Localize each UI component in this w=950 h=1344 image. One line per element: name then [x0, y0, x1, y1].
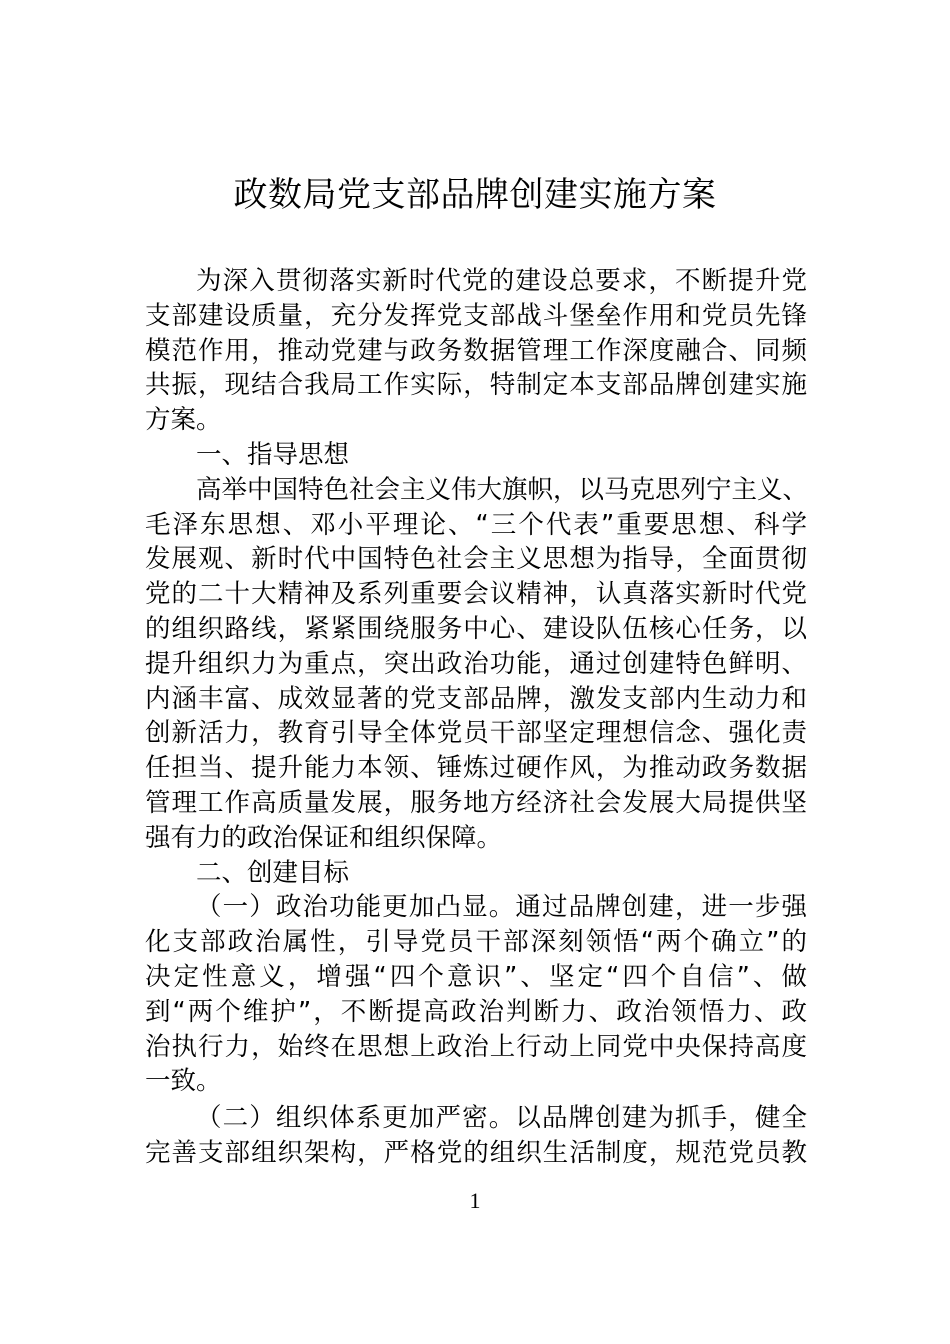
text-line: 任担当、提升能力本领、锤炼过硬作风，为推动政务数据 [145, 753, 807, 784]
page-number: 1 [469, 1188, 481, 1213]
text-line: 内涵丰富、成效显著的党支部品牌，激发支部内生动力和 [145, 683, 807, 714]
text-line: 一致。 [145, 1066, 222, 1097]
text-line: 二、创建目标 [196, 857, 350, 888]
document-body [145, 264, 807, 1171]
text-line: 模范作用，推动党建与政务数据管理工作深度融合、同频 [145, 335, 807, 366]
text-line: 到“两个维护”，不断提高政治判断力、政治领悟力、政 [145, 996, 807, 1027]
text-line: 一、指导思想 [196, 439, 350, 470]
text-line: 决定性意义，增强“四个意识”、坚定“四个自信”、做 [145, 961, 807, 992]
text-line: 提升组织力为重点，突出政治功能，通过创建特色鲜明、 [145, 648, 807, 679]
text-line: 创新活力，教育引导全体党员干部坚定理想信念、强化责 [145, 718, 807, 749]
text-line: 的组织路线，紧紧围绕服务中心、建设队伍核心任务，以 [145, 613, 807, 644]
text-line: 共振，现结合我局工作实际，特制定本支部品牌创建实施 [145, 370, 807, 401]
text-line: 化支部政治属性，引导党员干部深刻领悟“两个确立”的 [145, 927, 807, 958]
text-line: 为深入贯彻落实新时代党的建设总要求，不断提升党 [196, 266, 807, 296]
text-line: 毛泽东思想、邓小平理论、“三个代表”重要思想、科学 [145, 509, 807, 540]
text-line: 发展观、新时代中国特色社会主义思想为指导，全面贯彻 [145, 544, 807, 575]
document-title: 政数局党支部品牌创建实施方案 [233, 175, 717, 215]
text-line: 党的二十大精神及系列重要会议精神，认真落实新时代党 [145, 579, 807, 610]
text-line: （一）政治功能更加凸显。通过品牌创建，进一步强 [196, 892, 807, 923]
text-line: 管理工作高质量发展，服务地方经济社会发展大局提供坚 [145, 787, 807, 818]
text-line: 治执行力，始终在思想上政治上行动上同党中央保持高度 [145, 1031, 807, 1062]
text-line: （二）组织体系更加严密。以品牌创建为抓手，健全 [196, 1103, 807, 1134]
text-line: 支部建设质量，充分发挥党支部战斗堡垒作用和党员先锋 [145, 300, 807, 331]
text-line: 方案。 [145, 405, 222, 436]
text-line: 完善支部组织架构，严格党的组织生活制度，规范党员教 [145, 1137, 807, 1168]
text-line: 强有力的政治保证和组织保障。 [145, 822, 503, 853]
text-line: 高举中国特色社会主义伟大旗帜，以马克思列宁主义、 [196, 474, 809, 505]
